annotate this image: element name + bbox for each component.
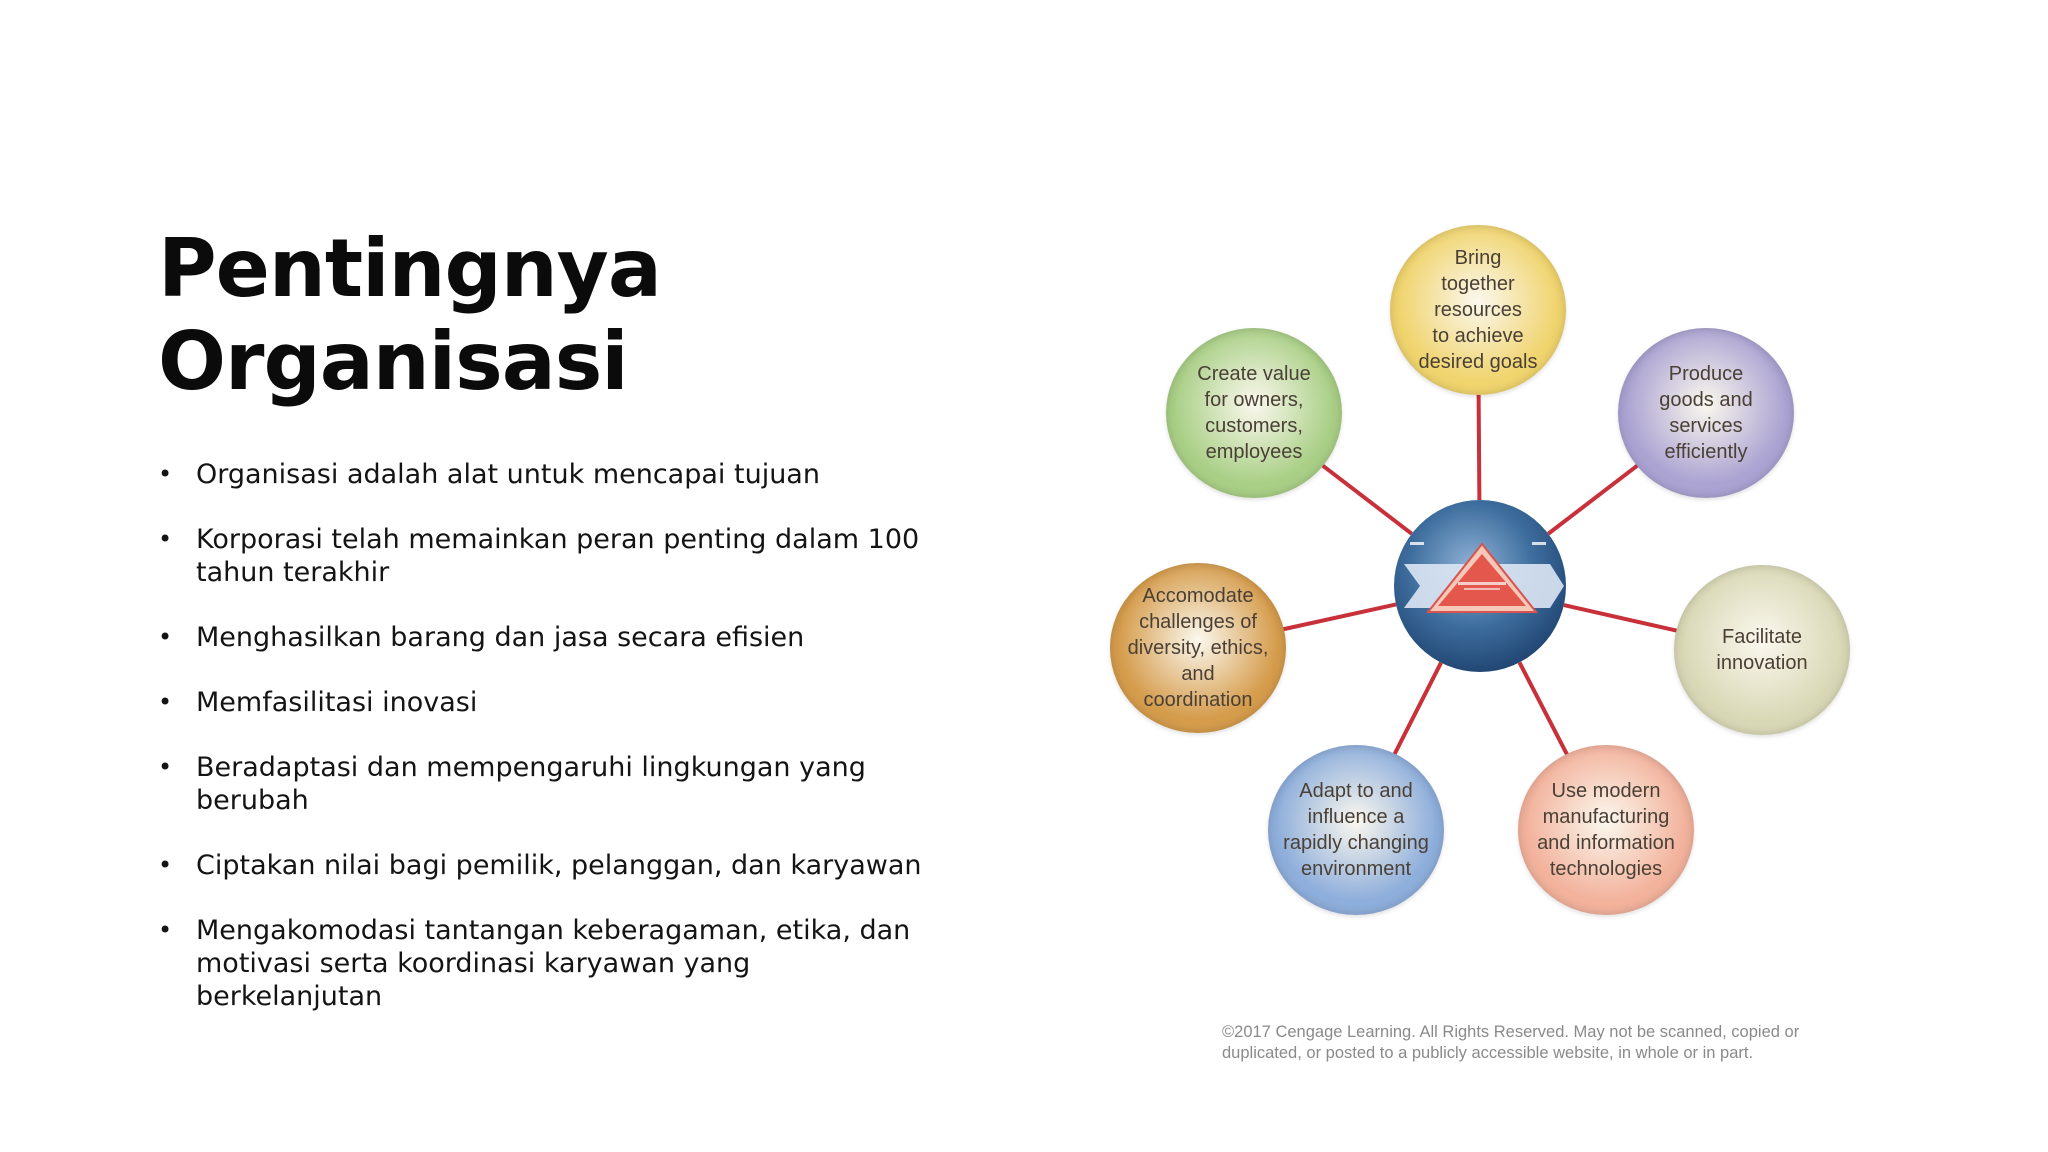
bullet-list xyxy=(158,458,938,1045)
diagram-node-produce-goods xyxy=(1618,328,1794,498)
bullet-text: Menghasilkan barang dan jasa secara efisien xyxy=(196,622,805,653)
node-line: efficiently xyxy=(1664,441,1748,463)
copyright-line-1: ©2017 Cengage Learning. All Rights Reserved. May not be scanned, copied or xyxy=(1222,1023,1800,1041)
bullet-item xyxy=(158,458,938,491)
node-line: Create value xyxy=(1197,363,1311,385)
node-line: diversity, ethics, and xyxy=(1127,637,1269,685)
title-line-1: Pentingnya xyxy=(158,222,661,315)
node-line: Facilitate xyxy=(1721,626,1803,648)
node-line: challenges of xyxy=(1139,611,1257,633)
bullet-text: Beradaptasi dan mempengaruhi lingkungan yang berubah xyxy=(196,752,866,816)
diagram-node-adapt-environment xyxy=(1268,745,1444,915)
node-line: goods and xyxy=(1659,389,1753,411)
node-line: Produce xyxy=(1668,363,1744,385)
connector-line xyxy=(1519,662,1567,754)
bullet-dot: • xyxy=(158,623,173,651)
connector-line xyxy=(1395,663,1442,755)
node-line: customers, xyxy=(1205,415,1303,437)
transformation-process-icon xyxy=(1390,498,1570,674)
node-line: to achieve xyxy=(1432,325,1524,347)
bullet-dot: • xyxy=(158,460,173,488)
connector-line xyxy=(1479,395,1480,500)
node-line: for owners, xyxy=(1204,389,1304,411)
node-line: Accomodate xyxy=(1142,585,1254,607)
node-line: technologies xyxy=(1549,858,1663,880)
bullet-item xyxy=(158,523,938,589)
bullet-text: Memfasilitasi inovasi xyxy=(196,687,478,718)
diagram-node-modern-technologies xyxy=(1518,745,1694,915)
node-line: and information xyxy=(1537,832,1675,854)
copyright-notice xyxy=(1222,1022,1862,1064)
center-transformation-node xyxy=(1390,498,1570,674)
node-line: coordination xyxy=(1143,689,1253,711)
node-line: together resources xyxy=(1434,273,1522,321)
node-line: rapidly changing xyxy=(1283,832,1429,854)
node-line: desired goals xyxy=(1418,351,1538,373)
connector-line xyxy=(1281,604,1396,629)
bullet-item xyxy=(158,686,938,719)
node-line: employees xyxy=(1205,441,1303,463)
bullet-item xyxy=(158,621,938,654)
diagram-node-facilitate-innovation xyxy=(1674,565,1850,735)
bullet-text: Organisasi adalah alat untuk mencapai tujuan xyxy=(196,459,820,490)
node-line: Use modern xyxy=(1551,780,1661,802)
node-line: Bring xyxy=(1454,247,1502,269)
diagram-node-accomodate-challenges xyxy=(1110,563,1286,733)
bullet-dot: • xyxy=(158,851,173,879)
bullet-item xyxy=(158,849,938,882)
bullet-text: Ciptakan nilai bagi pemilik, pelanggan, dan karyawan xyxy=(196,850,922,881)
bullet-dot: • xyxy=(158,916,173,944)
organization-role-diagram xyxy=(1090,210,1890,930)
bullet-dot: • xyxy=(158,753,173,781)
node-line: influence a xyxy=(1307,806,1405,828)
copyright-line-2: duplicated, or posted to a publicly accessible website, in whole or in part. xyxy=(1222,1044,1754,1062)
node-line: innovation xyxy=(1716,652,1808,674)
diagram-node-bring-resources xyxy=(1390,225,1566,395)
slide-title xyxy=(158,222,661,408)
bullet-item xyxy=(158,751,938,817)
node-line: manufacturing xyxy=(1542,806,1670,828)
node-line: environment xyxy=(1300,858,1412,880)
node-line: Adapt to and xyxy=(1299,780,1413,802)
diagram-node-create-value xyxy=(1166,328,1342,498)
bullet-dot: • xyxy=(158,688,173,716)
bullet-text: Mengakomodasi tantangan keberagaman, etika, dan motivasi serta koordinasi karyawan yang berkelanjutan xyxy=(196,915,911,1012)
node-line: services xyxy=(1669,415,1743,437)
connector-line xyxy=(1564,605,1679,631)
bullet-item xyxy=(158,914,938,1013)
title-line-2: Organisasi xyxy=(158,315,628,408)
bullet-text: Korporasi telah memainkan peran penting dalam 100 tahun terakhir xyxy=(196,524,920,588)
bullet-dot: • xyxy=(158,525,173,553)
